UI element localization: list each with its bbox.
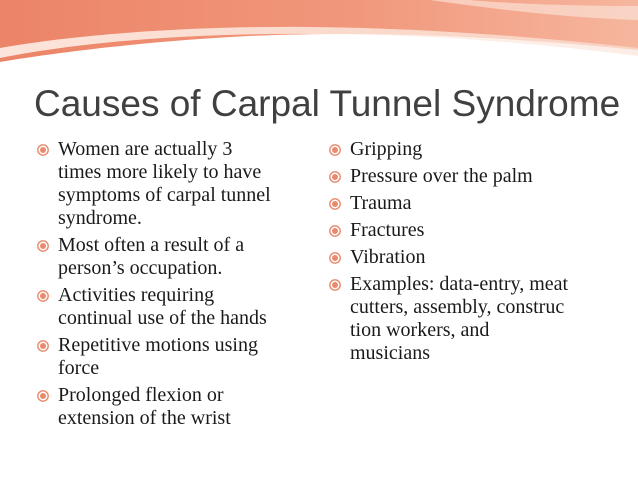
left-bullet-list xyxy=(36,138,326,434)
bullet-icon xyxy=(328,278,342,292)
bullet-text xyxy=(350,219,424,241)
right-bullet-list xyxy=(328,138,628,369)
bullet-item xyxy=(36,234,326,280)
bullet-text-line: cutters, assembly, construc xyxy=(350,296,565,318)
bullet-icon xyxy=(328,251,342,265)
bullet-item xyxy=(328,138,628,161)
bullet-icon xyxy=(36,289,50,303)
bullet-icon xyxy=(36,389,50,403)
bullet-text-line: extension of the wrist xyxy=(58,407,231,429)
bullet-text-line: force xyxy=(58,357,100,379)
bullet-icon xyxy=(36,339,50,353)
bullet-text-line: Gripping xyxy=(350,138,423,160)
bullet-text xyxy=(350,273,568,364)
bullet-item xyxy=(36,284,326,330)
bullet-icon xyxy=(328,224,342,238)
bullet-icon xyxy=(328,170,342,184)
bullet-text-line: syndrome. xyxy=(58,207,142,229)
bullet-icon xyxy=(328,197,342,211)
bullet-item xyxy=(328,246,628,269)
bullet-text xyxy=(350,165,533,187)
bullet-text xyxy=(58,234,244,279)
bullet-text-line: Fractures xyxy=(350,219,425,241)
bullet-text xyxy=(58,138,271,229)
bullet-text-line: Repetitive motions using xyxy=(58,334,258,356)
bullet-icon xyxy=(36,143,50,157)
bullet-text-line: tion workers, and xyxy=(350,319,490,341)
bullet-item xyxy=(36,334,326,380)
bullet-text-line: Trauma xyxy=(350,192,412,214)
header-wave-decoration xyxy=(0,0,638,80)
bullet-text-line: Most often a result of a xyxy=(58,234,245,256)
bullet-text xyxy=(58,284,267,329)
bullet-text-line: musicians xyxy=(350,342,430,364)
bullet-text-line: symptoms of carpal tunnel xyxy=(58,184,271,206)
bullet-text-line: Vibration xyxy=(350,246,426,268)
bullet-text-line: Activities requiring xyxy=(58,284,215,306)
bullet-text xyxy=(58,334,258,379)
bullet-text-line: times more likely to have xyxy=(58,161,262,183)
bullet-text-line: Pressure over the palm xyxy=(350,165,533,187)
bullet-item xyxy=(328,192,628,215)
bullet-text-line: Prolonged flexion or xyxy=(58,384,224,406)
bullet-text xyxy=(350,246,425,268)
bullet-item xyxy=(36,138,326,230)
bullet-item xyxy=(36,384,326,430)
bullet-item xyxy=(328,219,628,242)
bullet-item xyxy=(328,165,628,188)
slide-title: Causes of Carpal Tunnel Syndrome xyxy=(34,83,621,124)
bullet-text-line: Examples: data-entry, meat xyxy=(350,273,569,295)
bullet-text xyxy=(58,384,231,429)
bullet-text xyxy=(350,192,411,214)
bullet-icon xyxy=(328,143,342,157)
bullet-item xyxy=(328,273,628,365)
bullet-text-line: Women are actually 3 xyxy=(58,138,233,160)
bullet-text-line: continual use of the hands xyxy=(58,307,267,329)
bullet-text-line: person’s occupation. xyxy=(58,257,223,279)
bullet-text xyxy=(350,138,422,160)
bullet-icon xyxy=(36,239,50,253)
